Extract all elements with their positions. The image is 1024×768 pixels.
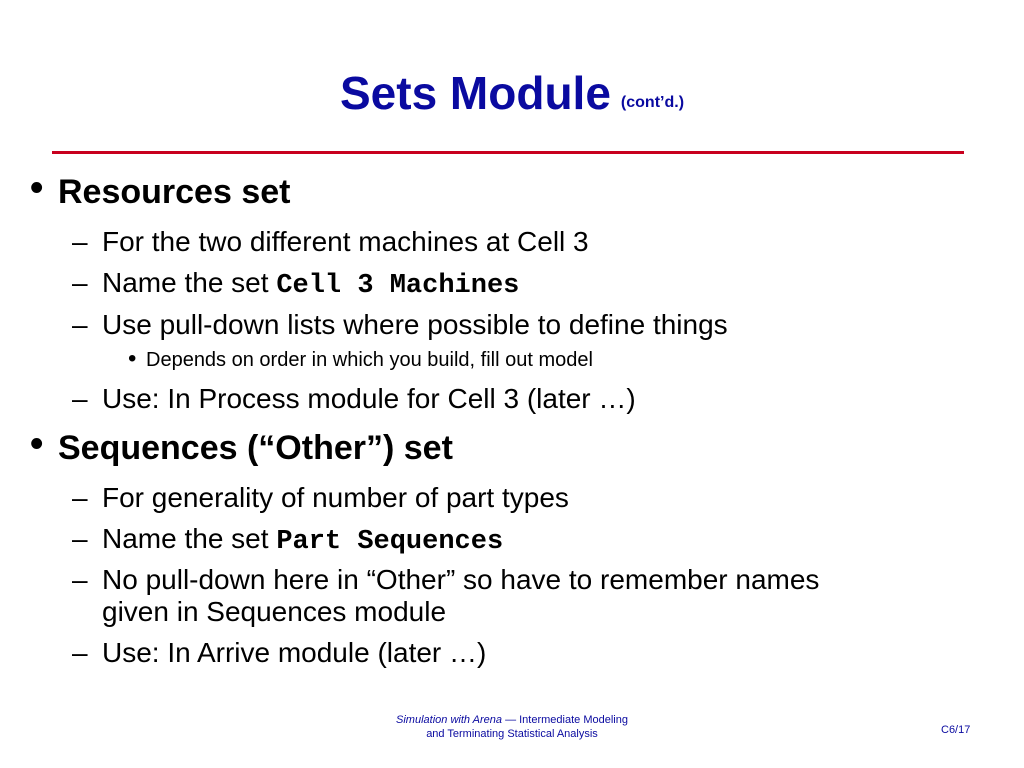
dash-icon: – [72, 482, 88, 513]
dash-icon: – [72, 226, 88, 257]
bullet-icon: • [30, 423, 44, 465]
bullet-text: Sequences (“Other”) set [58, 429, 453, 467]
subbullet-text: For the two different machines at Cell 3 [102, 226, 589, 257]
subbullet-text: No pull-down here in “Other” so have to remember names [102, 564, 820, 595]
slide-footer [0, 713, 1024, 741]
footer-book-title: Simulation with Arena [396, 714, 503, 726]
dash-icon: – [72, 383, 88, 414]
set-name-code: Cell 3 Machines [276, 271, 520, 301]
dash-icon: – [72, 267, 88, 298]
subbullet-text: Use: In Process module for Cell 3 (later …) [102, 383, 636, 414]
subbullet-text: Use pull-down lists where possible to define things [102, 309, 728, 340]
title-divider [52, 151, 964, 154]
title-main: Sets Module [339, 67, 611, 119]
dash-icon: – [72, 309, 88, 340]
bullet-icon: • [128, 345, 137, 372]
subbullet-text: Use: In Arrive module (later …) [102, 637, 487, 668]
subsubbullet-text: Depends on order in which you build, fill out model [146, 349, 593, 371]
footer-line-2: and Terminating Statistical Analysis [426, 728, 598, 740]
subbullet-text: For generality of number of part types [102, 482, 569, 513]
dash-icon: – [72, 564, 88, 595]
dash-icon: – [72, 523, 88, 554]
footer-line-1 [0, 713, 1024, 727]
bullet-text: Resources set [58, 173, 291, 211]
subbullet-text [102, 525, 503, 556]
subbullet-text [102, 269, 519, 300]
footer-subtitle: — Intermediate Modeling [502, 714, 628, 726]
subbullet-prefix: Name the set [102, 267, 277, 298]
dash-icon: – [72, 637, 88, 668]
slide-title [0, 66, 1024, 120]
subbullet-prefix: Name the set [102, 523, 277, 554]
title-subtitle: (cont’d.) [620, 94, 685, 111]
set-name-code: Part Sequences [276, 527, 504, 557]
subbullet-text: given in Sequences module [102, 596, 447, 627]
page-number: C6/17 [941, 724, 971, 736]
bullet-icon: • [30, 167, 44, 209]
